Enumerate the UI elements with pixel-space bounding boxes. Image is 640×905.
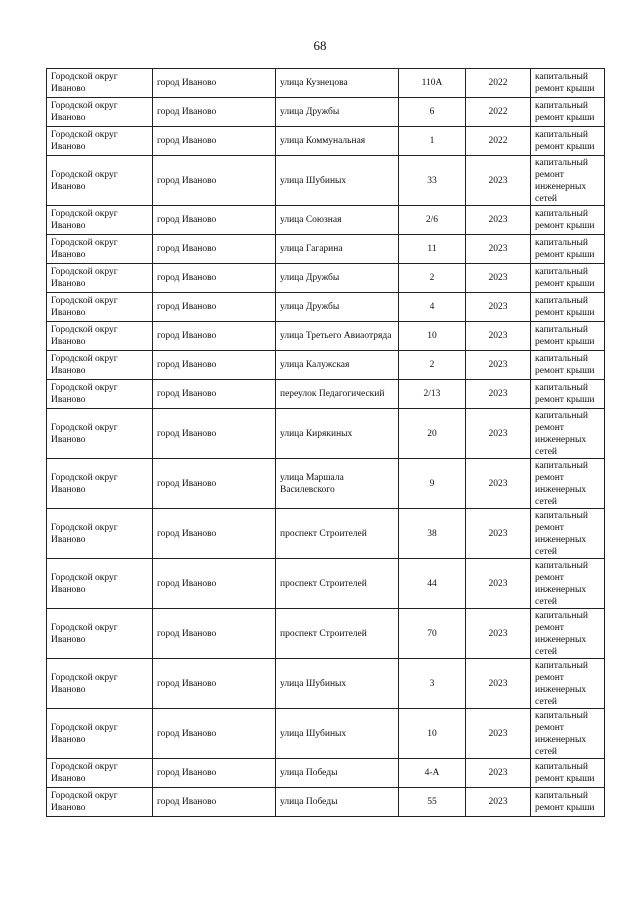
municipality-cell: Городской округ Иваново [47,264,153,293]
municipality-cell: Городской округ Иваново [47,709,153,759]
city-cell: город Иваново [153,659,276,709]
work-type-cell: капитальный ремонт крыши [531,293,605,322]
year-cell: 2022 [466,127,531,156]
municipality-cell: Городской округ Иваново [47,351,153,380]
street-cell: улица Кирякиных [276,409,399,459]
house-number-cell: 2/13 [399,380,466,409]
year-cell: 2023 [466,759,531,788]
municipality-cell: Городской округ Иваново [47,322,153,351]
work-type-cell: капитальный ремонт крыши [531,98,605,127]
street-cell: улица Шубиных [276,709,399,759]
city-cell: город Иваново [153,759,276,788]
house-number-cell: 1 [399,127,466,156]
house-number-cell: 38 [399,509,466,559]
repair-program-table [46,68,605,817]
house-number-cell: 10 [399,709,466,759]
city-cell: город Иваново [153,788,276,817]
table-row [47,156,605,206]
table-row [47,293,605,322]
year-cell: 2023 [466,156,531,206]
city-cell: город Иваново [153,509,276,559]
city-cell: город Иваново [153,156,276,206]
house-number-cell: 2 [399,264,466,293]
table-row [47,235,605,264]
table-row [47,380,605,409]
municipality-cell: Городской округ Иваново [47,156,153,206]
year-cell: 2023 [466,206,531,235]
table-row [47,559,605,609]
street-cell: улица Победы [276,788,399,817]
house-number-cell: 11 [399,235,466,264]
city-cell: город Иваново [153,709,276,759]
municipality-cell: Городской округ Иваново [47,127,153,156]
house-number-cell: 70 [399,609,466,659]
house-number-cell: 9 [399,459,466,509]
work-type-cell: капитальный ремонт крыши [531,264,605,293]
work-type-cell: капитальный ремонт крыши [531,759,605,788]
street-cell: улица Третьего Авиаотряда [276,322,399,351]
municipality-cell: Городской округ Иваново [47,293,153,322]
street-cell: улица Кузнецова [276,69,399,98]
table-row [47,788,605,817]
table-row [47,709,605,759]
municipality-cell: Городской округ Иваново [47,788,153,817]
municipality-cell: Городской округ Иваново [47,459,153,509]
work-type-cell: капитальный ремонт крыши [531,206,605,235]
year-cell: 2022 [466,98,531,127]
house-number-cell: 33 [399,156,466,206]
street-cell: улица Победы [276,759,399,788]
year-cell: 2023 [466,409,531,459]
work-type-cell: капитальный ремонт инженерных сетей [531,709,605,759]
municipality-cell: Городской округ Иваново [47,98,153,127]
street-cell: улица Дружбы [276,264,399,293]
city-cell: город Иваново [153,127,276,156]
street-cell: улица Шубиных [276,156,399,206]
street-cell: проспект Строителей [276,559,399,609]
city-cell: город Иваново [153,98,276,127]
year-cell: 2023 [466,559,531,609]
table-row [47,69,605,98]
work-type-cell: капитальный ремонт инженерных сетей [531,659,605,709]
work-type-cell: капитальный ремонт крыши [531,351,605,380]
table-row [47,409,605,459]
table-row [47,206,605,235]
year-cell: 2023 [466,659,531,709]
city-cell: город Иваново [153,235,276,264]
street-cell: улица Дружбы [276,98,399,127]
street-cell: улица Гагарина [276,235,399,264]
house-number-cell: 10 [399,322,466,351]
city-cell: город Иваново [153,559,276,609]
city-cell: город Иваново [153,409,276,459]
table-row [47,759,605,788]
city-cell: город Иваново [153,206,276,235]
year-cell: 2022 [466,69,531,98]
street-cell: улица Коммунальная [276,127,399,156]
work-type-cell: капитальный ремонт крыши [531,322,605,351]
street-cell: улица Маршала Василевского [276,459,399,509]
table-row [47,322,605,351]
year-cell: 2023 [466,509,531,559]
house-number-cell: 3 [399,659,466,709]
street-cell: проспект Строителей [276,509,399,559]
street-cell: улица Дружбы [276,293,399,322]
work-type-cell: капитальный ремонт инженерных сетей [531,559,605,609]
table-row [47,509,605,559]
table-row [47,264,605,293]
year-cell: 2023 [466,788,531,817]
table-row [47,609,605,659]
year-cell: 2023 [466,293,531,322]
street-cell: улица Калужская [276,351,399,380]
municipality-cell: Городской округ Иваново [47,206,153,235]
municipality-cell: Городской округ Иваново [47,759,153,788]
street-cell: проспект Строителей [276,609,399,659]
street-cell: улица Союзная [276,206,399,235]
work-type-cell: капитальный ремонт крыши [531,127,605,156]
year-cell: 2023 [466,322,531,351]
table-row [47,459,605,509]
work-type-cell: капитальный ремонт инженерных сетей [531,509,605,559]
year-cell: 2023 [466,380,531,409]
municipality-cell: Городской округ Иваново [47,659,153,709]
municipality-cell: Городской округ Иваново [47,380,153,409]
table-row [47,127,605,156]
work-type-cell: капитальный ремонт инженерных сетей [531,609,605,659]
year-cell: 2023 [466,459,531,509]
year-cell: 2023 [466,709,531,759]
year-cell: 2023 [466,264,531,293]
city-cell: город Иваново [153,609,276,659]
municipality-cell: Городской округ Иваново [47,409,153,459]
house-number-cell: 44 [399,559,466,609]
house-number-cell: 6 [399,98,466,127]
city-cell: город Иваново [153,459,276,509]
city-cell: город Иваново [153,293,276,322]
municipality-cell: Городской округ Иваново [47,235,153,264]
year-cell: 2023 [466,351,531,380]
house-number-cell: 2 [399,351,466,380]
city-cell: город Иваново [153,322,276,351]
house-number-cell: 20 [399,409,466,459]
page-number: 68 [313,38,327,53]
municipality-cell: Городской округ Иваново [47,559,153,609]
work-type-cell: капитальный ремонт инженерных сетей [531,156,605,206]
city-cell: город Иваново [153,351,276,380]
work-type-cell: капитальный ремонт крыши [531,69,605,98]
municipality-cell: Городской округ Иваново [47,509,153,559]
work-type-cell: капитальный ремонт инженерных сетей [531,459,605,509]
street-cell: переулок Педагогический [276,380,399,409]
house-number-cell: 110А [399,69,466,98]
year-cell: 2023 [466,609,531,659]
house-number-cell: 4 [399,293,466,322]
municipality-cell: Городской округ Иваново [47,69,153,98]
house-number-cell: 2/6 [399,206,466,235]
year-cell: 2023 [466,235,531,264]
city-cell: город Иваново [153,380,276,409]
table-row [47,659,605,709]
house-number-cell: 55 [399,788,466,817]
municipality-cell: Городской округ Иваново [47,609,153,659]
work-type-cell: капитальный ремонт крыши [531,788,605,817]
table-row [47,98,605,127]
city-cell: город Иваново [153,69,276,98]
house-number-cell: 4-А [399,759,466,788]
work-type-cell: капитальный ремонт крыши [531,380,605,409]
work-type-cell: капитальный ремонт инженерных сетей [531,409,605,459]
work-type-cell: капитальный ремонт крыши [531,235,605,264]
table-row [47,351,605,380]
city-cell: город Иваново [153,264,276,293]
street-cell: улица Шубиных [276,659,399,709]
